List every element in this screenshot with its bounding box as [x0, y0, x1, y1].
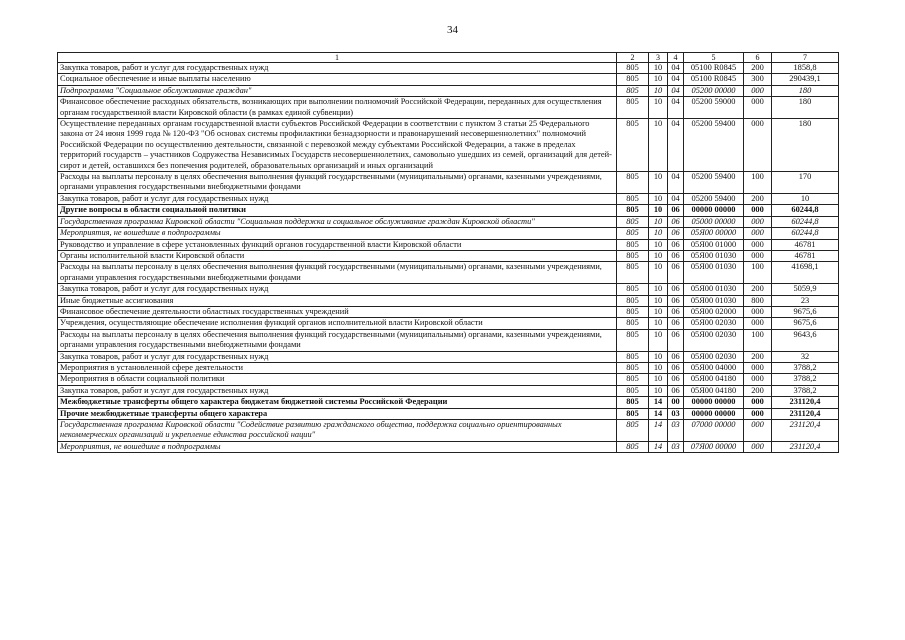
row-sum-cell: 231120,4 [772, 441, 839, 452]
row-name-cell: Межбюджетные трансферты общего характера бюджетам бюджетной системы Российской Федерации [58, 397, 617, 408]
row-code-cell: 10 [649, 205, 668, 216]
table-row [58, 295, 839, 306]
row-code-cell: 10 [649, 228, 668, 239]
table-row [58, 262, 839, 284]
row-code-cell: 805 [617, 420, 649, 442]
table-row [58, 63, 839, 74]
table-row [58, 228, 839, 239]
row-name-cell: Руководство и управление в сфере установленных функций органов государственной власти Кировской области [58, 239, 617, 250]
row-code-cell: 805 [617, 351, 649, 362]
row-code-cell: 05200 59400 [684, 193, 744, 204]
row-code-cell: 04 [668, 63, 684, 74]
row-code-cell: 805 [617, 374, 649, 385]
row-sum-cell: 1858,8 [772, 63, 839, 74]
row-code-cell: 805 [617, 441, 649, 452]
row-code-cell: 10 [649, 216, 668, 227]
row-code-cell: 06 [668, 362, 684, 373]
row-name-cell: Осуществление переданных органам государственной власти субъектов Российской Федерации в соответствии с пунктом 3 статьи 25 Федерального закона от 24 июня 1999 года № 120-ФЗ "Об основах системы профилактики безнадзорности и правонарушений несовершеннолетних" полномочий Российской Федерации по осуществлению деятельности, связанной с перевозкой между субъектами Российской Федерации, а также в пределах территорий государств – участников Содружества Независимых Государств несовершеннолетних, самовольно ушедших из семей, организаций для детей-сирот и детей, оставшихся без попечения родителей, образовательных организаций и иных организаций [58, 119, 617, 172]
row-sum-cell: 46781 [772, 239, 839, 250]
row-code-cell: 200 [744, 351, 772, 362]
row-code-cell: 00000 00000 [684, 397, 744, 408]
row-sum-cell: 60244,8 [772, 228, 839, 239]
row-code-cell: 10 [649, 374, 668, 385]
row-name-cell: Финансовое обеспечение расходных обязательств, возникающих при выполнении полномочий Российской Федерации, переданных для осуществления органам государственной власти Кировской области (в рамках единой субвенции) [58, 97, 617, 119]
row-name-cell: Иные бюджетные ассигнования [58, 295, 617, 306]
row-code-cell: 000 [744, 119, 772, 172]
row-code-cell: 805 [617, 97, 649, 119]
row-code-cell: 10 [649, 284, 668, 295]
row-code-cell: 805 [617, 284, 649, 295]
row-code-cell: 05Я00 01030 [684, 262, 744, 284]
row-code-cell: 05200 00000 [684, 85, 744, 96]
row-sum-cell: 170 [772, 172, 839, 194]
row-code-cell: 03 [668, 420, 684, 442]
row-sum-cell: 180 [772, 85, 839, 96]
table-row [58, 351, 839, 362]
row-code-cell: 805 [617, 250, 649, 261]
row-code-cell: 06 [668, 295, 684, 306]
row-code-cell: 05100 R0845 [684, 63, 744, 74]
row-sum-cell: 231120,4 [772, 420, 839, 442]
table-row [58, 284, 839, 295]
row-code-cell: 10 [649, 239, 668, 250]
header-cell: 2 [617, 53, 649, 63]
row-code-cell: 14 [649, 441, 668, 452]
row-code-cell: 10 [649, 385, 668, 396]
row-code-cell: 10 [649, 306, 668, 317]
row-code-cell: 10 [649, 85, 668, 96]
table-row [58, 205, 839, 216]
row-code-cell: 06 [668, 385, 684, 396]
row-name-cell: Расходы на выплаты персоналу в целях обеспечения выполнения функций государственными (муниципальными) органами, казенными учреждениями, органами управления государственными внебюджетными фондами [58, 329, 617, 351]
row-name-cell: Прочие межбюджетные трансферты общего характера [58, 408, 617, 419]
table-row [58, 216, 839, 227]
row-code-cell: 10 [649, 63, 668, 74]
row-code-cell: 06 [668, 228, 684, 239]
row-sum-cell: 180 [772, 97, 839, 119]
row-name-cell: Органы исполнительной власти Кировской области [58, 250, 617, 261]
row-code-cell: 04 [668, 193, 684, 204]
row-code-cell: 805 [617, 216, 649, 227]
table-header-row [58, 53, 839, 63]
row-code-cell: 805 [617, 295, 649, 306]
row-code-cell: 100 [744, 262, 772, 284]
row-name-cell: Финансовое обеспечение деятельности областных государственных учреждений [58, 306, 617, 317]
table-row [58, 318, 839, 329]
row-code-cell: 05Я00 02030 [684, 318, 744, 329]
row-code-cell: 805 [617, 318, 649, 329]
table-row [58, 397, 839, 408]
row-code-cell: 05200 59000 [684, 97, 744, 119]
header-cell: 7 [772, 53, 839, 63]
table-row [58, 408, 839, 419]
row-code-cell: 06 [668, 262, 684, 284]
table-row [58, 74, 839, 85]
row-name-cell: Расходы на выплаты персоналу в целях обеспечения выполнения функций государственными (муниципальными) органами, казенными учреждениями, органами управления государственными внебюджетными фондами [58, 172, 617, 194]
row-code-cell: 04 [668, 85, 684, 96]
row-sum-cell: 41698,1 [772, 262, 839, 284]
row-code-cell: 10 [649, 74, 668, 85]
row-code-cell: 05Я00 02030 [684, 329, 744, 351]
row-code-cell: 200 [744, 284, 772, 295]
row-code-cell: 000 [744, 441, 772, 452]
row-name-cell: Государственная программа Кировской области "Социальная поддержка и социальное обслуживание граждан Кировской области" [58, 216, 617, 227]
row-sum-cell: 3788,2 [772, 385, 839, 396]
row-name-cell: Другие вопросы в области социальной политики [58, 205, 617, 216]
row-sum-cell: 60244,8 [772, 216, 839, 227]
row-code-cell: 06 [668, 216, 684, 227]
table-row [58, 119, 839, 172]
row-code-cell: 05200 59400 [684, 119, 744, 172]
row-code-cell: 200 [744, 63, 772, 74]
row-name-cell: Государственная программа Кировской области "Содействие развитию гражданского общества, поддержка социально ориентированных некоммерческих организаций и укрепление единства российской нации" [58, 420, 617, 442]
row-name-cell: Мероприятия в установленной сфере деятельности [58, 362, 617, 373]
row-sum-cell: 3788,2 [772, 374, 839, 385]
row-sum-cell: 180 [772, 119, 839, 172]
row-sum-cell: 23 [772, 295, 839, 306]
table-row [58, 97, 839, 119]
row-name-cell: Мероприятия, не вошедшие в подпрограммы [58, 441, 617, 452]
row-sum-cell: 231120,4 [772, 408, 839, 419]
row-code-cell: 06 [668, 284, 684, 295]
row-code-cell: 000 [744, 420, 772, 442]
row-code-cell: 000 [744, 97, 772, 119]
row-code-cell: 000 [744, 318, 772, 329]
row-code-cell: 00 [668, 397, 684, 408]
row-code-cell: 800 [744, 295, 772, 306]
table-row [58, 306, 839, 317]
row-name-cell: Закупка товаров, работ и услуг для государственных нужд [58, 284, 617, 295]
row-sum-cell: 5059,9 [772, 284, 839, 295]
row-code-cell: 805 [617, 262, 649, 284]
row-sum-cell: 10 [772, 193, 839, 204]
row-code-cell: 300 [744, 74, 772, 85]
row-code-cell: 04 [668, 74, 684, 85]
row-code-cell: 100 [744, 172, 772, 194]
row-code-cell: 05Я00 01030 [684, 295, 744, 306]
row-code-cell: 805 [617, 239, 649, 250]
row-code-cell: 10 [649, 262, 668, 284]
header-cell: 4 [668, 53, 684, 63]
row-code-cell: 14 [649, 408, 668, 419]
row-code-cell: 06 [668, 351, 684, 362]
row-code-cell: 00000 00000 [684, 408, 744, 419]
row-code-cell: 000 [744, 374, 772, 385]
row-code-cell: 04 [668, 97, 684, 119]
row-code-cell: 10 [649, 295, 668, 306]
row-code-cell: 805 [617, 85, 649, 96]
row-name-cell: Мероприятия в области социальной политики [58, 374, 617, 385]
row-sum-cell: 290439,1 [772, 74, 839, 85]
row-code-cell: 000 [744, 216, 772, 227]
row-name-cell: Закупка товаров, работ и услуг для государственных нужд [58, 193, 617, 204]
row-code-cell: 805 [617, 385, 649, 396]
header-cell: 6 [744, 53, 772, 63]
row-code-cell: 06 [668, 239, 684, 250]
row-name-cell: Социальное обеспечение и иные выплаты населению [58, 74, 617, 85]
table-row [58, 329, 839, 351]
row-code-cell: 805 [617, 306, 649, 317]
row-code-cell: 000 [744, 362, 772, 373]
row-name-cell: Учреждения, осуществляющие обеспечение исполнения функций органов исполнительной власти Кировской области [58, 318, 617, 329]
row-sum-cell: 231120,4 [772, 397, 839, 408]
header-cell: 1 [58, 53, 617, 63]
row-code-cell: 03 [668, 408, 684, 419]
row-name-cell: Закупка товаров, работ и услуг для государственных нужд [58, 385, 617, 396]
row-code-cell: 805 [617, 397, 649, 408]
row-code-cell: 10 [649, 250, 668, 261]
row-code-cell: 05Я00 02000 [684, 306, 744, 317]
row-code-cell: 07000 00000 [684, 420, 744, 442]
row-sum-cell: 9675,6 [772, 318, 839, 329]
row-code-cell: 805 [617, 119, 649, 172]
header-cell: 3 [649, 53, 668, 63]
row-code-cell: 14 [649, 397, 668, 408]
row-code-cell: 05Я00 00000 [684, 228, 744, 239]
table-row [58, 239, 839, 250]
row-sum-cell: 3788,2 [772, 362, 839, 373]
table-row [58, 250, 839, 261]
budget-table [57, 52, 839, 453]
row-code-cell: 06 [668, 374, 684, 385]
row-sum-cell: 9643,6 [772, 329, 839, 351]
table-row [58, 385, 839, 396]
row-code-cell: 05Я00 04000 [684, 362, 744, 373]
row-code-cell: 10 [649, 97, 668, 119]
row-code-cell: 000 [744, 408, 772, 419]
row-code-cell: 10 [649, 172, 668, 194]
row-code-cell: 805 [617, 362, 649, 373]
row-sum-cell: 60244,8 [772, 205, 839, 216]
table-row [58, 441, 839, 452]
row-code-cell: 805 [617, 193, 649, 204]
row-code-cell: 06 [668, 306, 684, 317]
row-code-cell: 05Я00 04180 [684, 385, 744, 396]
header-cell: 5 [684, 53, 744, 63]
row-code-cell: 05000 00000 [684, 216, 744, 227]
row-code-cell: 05Я00 01000 [684, 239, 744, 250]
row-code-cell: 805 [617, 408, 649, 419]
row-code-cell: 100 [744, 329, 772, 351]
row-code-cell: 05Я00 02030 [684, 351, 744, 362]
row-code-cell: 000 [744, 85, 772, 96]
row-code-cell: 805 [617, 329, 649, 351]
row-name-cell: Мероприятия, не вошедшие в подпрограммы [58, 228, 617, 239]
row-code-cell: 05200 59400 [684, 172, 744, 194]
table-row [58, 420, 839, 442]
row-code-cell: 805 [617, 205, 649, 216]
row-code-cell: 200 [744, 193, 772, 204]
row-code-cell: 805 [617, 63, 649, 74]
row-code-cell: 07Я00 00000 [684, 441, 744, 452]
row-code-cell: 10 [649, 351, 668, 362]
row-code-cell: 000 [744, 228, 772, 239]
table-row [58, 85, 839, 96]
row-code-cell: 200 [744, 385, 772, 396]
row-code-cell: 05Я00 01030 [684, 250, 744, 261]
row-code-cell: 10 [649, 329, 668, 351]
row-code-cell: 06 [668, 329, 684, 351]
row-code-cell: 805 [617, 172, 649, 194]
row-code-cell: 000 [744, 205, 772, 216]
page-number: 34 [447, 24, 458, 36]
row-code-cell: 805 [617, 74, 649, 85]
row-code-cell: 00000 00000 [684, 205, 744, 216]
row-code-cell: 000 [744, 397, 772, 408]
row-code-cell: 10 [649, 119, 668, 172]
row-code-cell: 05100 R0845 [684, 74, 744, 85]
row-code-cell: 000 [744, 239, 772, 250]
row-code-cell: 14 [649, 420, 668, 442]
row-name-cell: Подпрограмма "Социальное обслуживание граждан" [58, 85, 617, 96]
table-row [58, 193, 839, 204]
row-sum-cell: 9675,6 [772, 306, 839, 317]
row-sum-cell: 46781 [772, 250, 839, 261]
table-row [58, 362, 839, 373]
row-code-cell: 04 [668, 119, 684, 172]
row-code-cell: 04 [668, 172, 684, 194]
row-code-cell: 03 [668, 441, 684, 452]
row-name-cell: Закупка товаров, работ и услуг для государственных нужд [58, 351, 617, 362]
row-code-cell: 000 [744, 306, 772, 317]
table-body [58, 53, 839, 453]
row-code-cell: 10 [649, 362, 668, 373]
row-code-cell: 06 [668, 205, 684, 216]
row-name-cell: Закупка товаров, работ и услуг для государственных нужд [58, 63, 617, 74]
row-code-cell: 10 [649, 193, 668, 204]
table-row [58, 374, 839, 385]
row-code-cell: 06 [668, 250, 684, 261]
row-sum-cell: 32 [772, 351, 839, 362]
row-code-cell: 10 [649, 318, 668, 329]
row-code-cell: 05Я00 04180 [684, 374, 744, 385]
row-name-cell: Расходы на выплаты персоналу в целях обеспечения выполнения функций государственными (муниципальными) органами, казенными учреждениями, органами управления государственными внебюджетными фондами [58, 262, 617, 284]
table-row [58, 172, 839, 194]
row-code-cell: 06 [668, 318, 684, 329]
row-code-cell: 000 [744, 250, 772, 261]
row-code-cell: 805 [617, 228, 649, 239]
row-code-cell: 05Я00 01030 [684, 284, 744, 295]
